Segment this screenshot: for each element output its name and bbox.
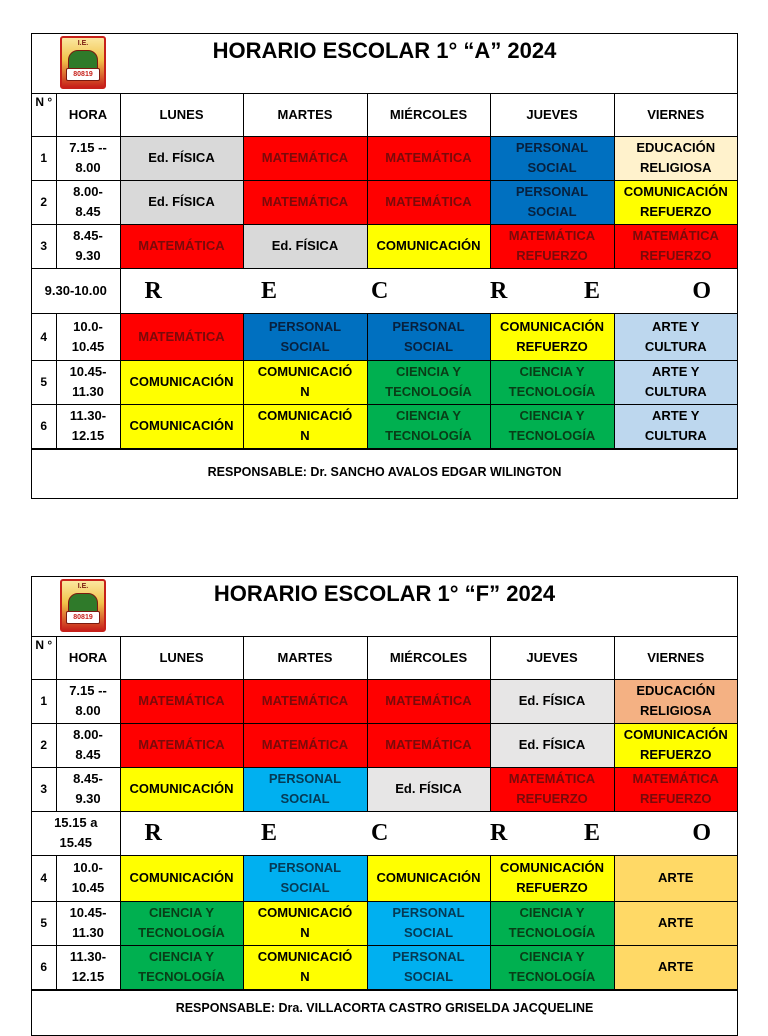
recreo-letter: R [120, 268, 243, 313]
class-cell: Ed. FÍSICA [120, 180, 243, 224]
logo-ie-text: I.E. [77, 40, 89, 47]
class-cell: COMUNICACIÓN [367, 855, 490, 901]
schedule-table [32, 94, 737, 449]
class-cell: CIENCIA Y TECNOLOGÍA [367, 404, 490, 448]
period-time: 10.45- 11.30 [56, 360, 120, 404]
table-row [32, 404, 737, 448]
period-time: 7.15 -- 8.00 [56, 679, 120, 723]
class-cell: PERSONAL SOCIAL [367, 901, 490, 945]
class-cell: PERSONAL SOCIAL [243, 313, 367, 360]
period-number: 6 [32, 945, 56, 989]
class-cell: CIENCIA Y TECNOLOGÍA [120, 945, 243, 989]
class-cell: CIENCIA Y TECNOLOGÍA [367, 360, 490, 404]
recreo-letter: C [367, 268, 490, 313]
recreo-letter: C [367, 811, 490, 855]
col-header-miercoles: MIÉRCOLES [367, 94, 490, 136]
recreo-time: 9.30-10.00 [32, 268, 120, 313]
class-cell: MATEMÁTICA [120, 313, 243, 360]
class-cell: COMUNICACIÓ N [243, 404, 367, 448]
logo-number: 80819 [66, 68, 100, 81]
class-cell: Ed. FÍSICA [490, 679, 614, 723]
class-cell: MATEMÁTICA REFUERZO [614, 767, 737, 811]
col-header-lunes: LUNES [120, 94, 243, 136]
schedule-1f [31, 576, 738, 1036]
class-cell: COMUNICACIÓN [367, 224, 490, 268]
table-row [32, 360, 737, 404]
class-cell: COMUNICACIÓN REFUERZO [490, 313, 614, 360]
period-time: 8.00- 8.45 [56, 180, 120, 224]
period-number: 1 [32, 136, 56, 180]
table-row [32, 855, 737, 901]
recreo-letter: R [120, 811, 243, 855]
class-cell: CIENCIA Y TECNOLOGÍA [490, 360, 614, 404]
class-cell: ARTE [614, 901, 737, 945]
recreo-row [32, 268, 737, 313]
class-cell: MATEMÁTICA [367, 180, 490, 224]
col-header-jueves: JUEVES [490, 94, 614, 136]
school-logo [60, 36, 106, 89]
class-cell: MATEMÁTICA [367, 136, 490, 180]
class-cell: COMUNICACIÓN REFUERZO [614, 180, 737, 224]
recreo-letter: R [490, 268, 614, 313]
class-cell: COMUNICACIÓN [120, 404, 243, 448]
class-cell: PERSONAL SOCIAL [243, 855, 367, 901]
class-cell: CIENCIA Y TECNOLOGÍA [490, 404, 614, 448]
col-header-viernes: VIERNES [614, 94, 737, 136]
class-cell: MATEMÁTICA REFUERZO [614, 224, 737, 268]
table-row [32, 136, 737, 180]
period-number: 3 [32, 767, 56, 811]
period-number: 6 [32, 404, 56, 448]
class-cell: MATEMÁTICA [120, 224, 243, 268]
class-cell: ARTE Y CULTURA [614, 313, 737, 360]
class-cell: MATEMÁTICA [243, 180, 367, 224]
col-header-martes: MARTES [243, 637, 367, 679]
period-number: 4 [32, 313, 56, 360]
class-cell: ARTE [614, 945, 737, 989]
class-cell: Ed. FÍSICA [120, 136, 243, 180]
table-row [32, 313, 737, 360]
period-time: 10.0- 10.45 [56, 855, 120, 901]
period-time: 11.30- 12.15 [56, 945, 120, 989]
col-header-num: N ° [32, 637, 56, 679]
period-number: 4 [32, 855, 56, 901]
class-cell: Ed. FÍSICA [367, 767, 490, 811]
responsable-line: RESPONSABLE: Dra. VILLACORTA CASTRO GRISELDA JACQUELINE [32, 990, 737, 1036]
title-row [32, 34, 737, 94]
period-number: 2 [32, 723, 56, 767]
col-header-lunes: LUNES [120, 637, 243, 679]
table-row [32, 679, 737, 723]
class-cell: ARTE [614, 855, 737, 901]
class-cell: COMUNICACIÓ N [243, 901, 367, 945]
table-row [32, 945, 737, 989]
class-cell: MATEMÁTICA REFUERZO [490, 767, 614, 811]
recreo-letter: E [243, 811, 367, 855]
class-cell: COMUNICACIÓN [120, 360, 243, 404]
logo-number: 80819 [66, 611, 100, 624]
schedule-title: HORARIO ESCOLAR 1° “A” 2024 [212, 38, 557, 63]
period-time: 7.15 -- 8.00 [56, 136, 120, 180]
period-time: 8.45- 9.30 [56, 767, 120, 811]
period-time: 8.00- 8.45 [56, 723, 120, 767]
class-cell: MATEMÁTICA [243, 723, 367, 767]
period-number: 1 [32, 679, 56, 723]
class-cell: COMUNICACIÓ N [243, 360, 367, 404]
class-cell: COMUNICACIÓN [120, 855, 243, 901]
class-cell: MATEMÁTICA [367, 679, 490, 723]
recreo-row [32, 811, 737, 855]
col-header-num: N ° [32, 94, 56, 136]
period-time: 11.30- 12.15 [56, 404, 120, 448]
class-cell: ARTE Y CULTURA [614, 360, 737, 404]
class-cell: CIENCIA Y TECNOLOGÍA [120, 901, 243, 945]
class-cell: PERSONAL SOCIAL [243, 767, 367, 811]
class-cell: PERSONAL SOCIAL [367, 945, 490, 989]
class-cell: CIENCIA Y TECNOLOGÍA [490, 901, 614, 945]
period-time: 10.0- 10.45 [56, 313, 120, 360]
col-header-hora: HORA [56, 637, 120, 679]
class-cell: PERSONAL SOCIAL [490, 180, 614, 224]
class-cell: Ed. FÍSICA [490, 723, 614, 767]
schedule-title: HORARIO ESCOLAR 1° “F” 2024 [213, 581, 556, 606]
class-cell: MATEMÁTICA [120, 723, 243, 767]
class-cell: PERSONAL SOCIAL [367, 313, 490, 360]
col-header-hora: HORA [56, 94, 120, 136]
table-row [32, 901, 737, 945]
class-cell: PERSONAL SOCIAL [490, 136, 614, 180]
period-number: 5 [32, 901, 56, 945]
table-row [32, 224, 737, 268]
header-row [32, 94, 737, 136]
responsable-line: RESPONSABLE: Dr. SANCHO AVALOS EDGAR WILINGTON [32, 449, 737, 495]
col-header-miercoles: MIÉRCOLES [367, 637, 490, 679]
recreo-letter: E [243, 268, 367, 313]
period-number: 2 [32, 180, 56, 224]
col-header-viernes: VIERNES [614, 637, 737, 679]
period-time: 8.45- 9.30 [56, 224, 120, 268]
class-cell: COMUNICACIÓN REFUERZO [490, 855, 614, 901]
period-number: 3 [32, 224, 56, 268]
recreo-letter: R [490, 811, 614, 855]
class-cell: COMUNICACIÓ N [243, 945, 367, 989]
table-row [32, 180, 737, 224]
col-header-martes: MARTES [243, 94, 367, 136]
recreo-time: 15.15 a 15.45 [32, 811, 120, 855]
schedule-1a [31, 33, 738, 499]
class-cell: MATEMÁTICA [367, 723, 490, 767]
class-cell: EDUCACIÓN RELIGIOSA [614, 679, 737, 723]
table-row [32, 723, 737, 767]
col-header-jueves: JUEVES [490, 637, 614, 679]
recreo-letter: E O [614, 268, 737, 313]
logo-ie-text: I.E. [77, 583, 89, 590]
class-cell: ARTE Y CULTURA [614, 404, 737, 448]
header-row [32, 637, 737, 679]
class-cell: MATEMÁTICA REFUERZO [490, 224, 614, 268]
class-cell: CIENCIA Y TECNOLOGÍA [490, 945, 614, 989]
class-cell: Ed. FÍSICA [243, 224, 367, 268]
school-logo [60, 579, 106, 632]
class-cell: MATEMÁTICA [243, 679, 367, 723]
table-row [32, 767, 737, 811]
title-row [32, 577, 737, 637]
class-cell: COMUNICACIÓN [120, 767, 243, 811]
class-cell: EDUCACIÓN RELIGIOSA [614, 136, 737, 180]
class-cell: MATEMÁTICA [243, 136, 367, 180]
period-time: 10.45- 11.30 [56, 901, 120, 945]
class-cell: COMUNICACIÓN REFUERZO [614, 723, 737, 767]
recreo-letter: E O [614, 811, 737, 855]
schedule-table [32, 637, 737, 990]
class-cell: MATEMÁTICA [120, 679, 243, 723]
period-number: 5 [32, 360, 56, 404]
